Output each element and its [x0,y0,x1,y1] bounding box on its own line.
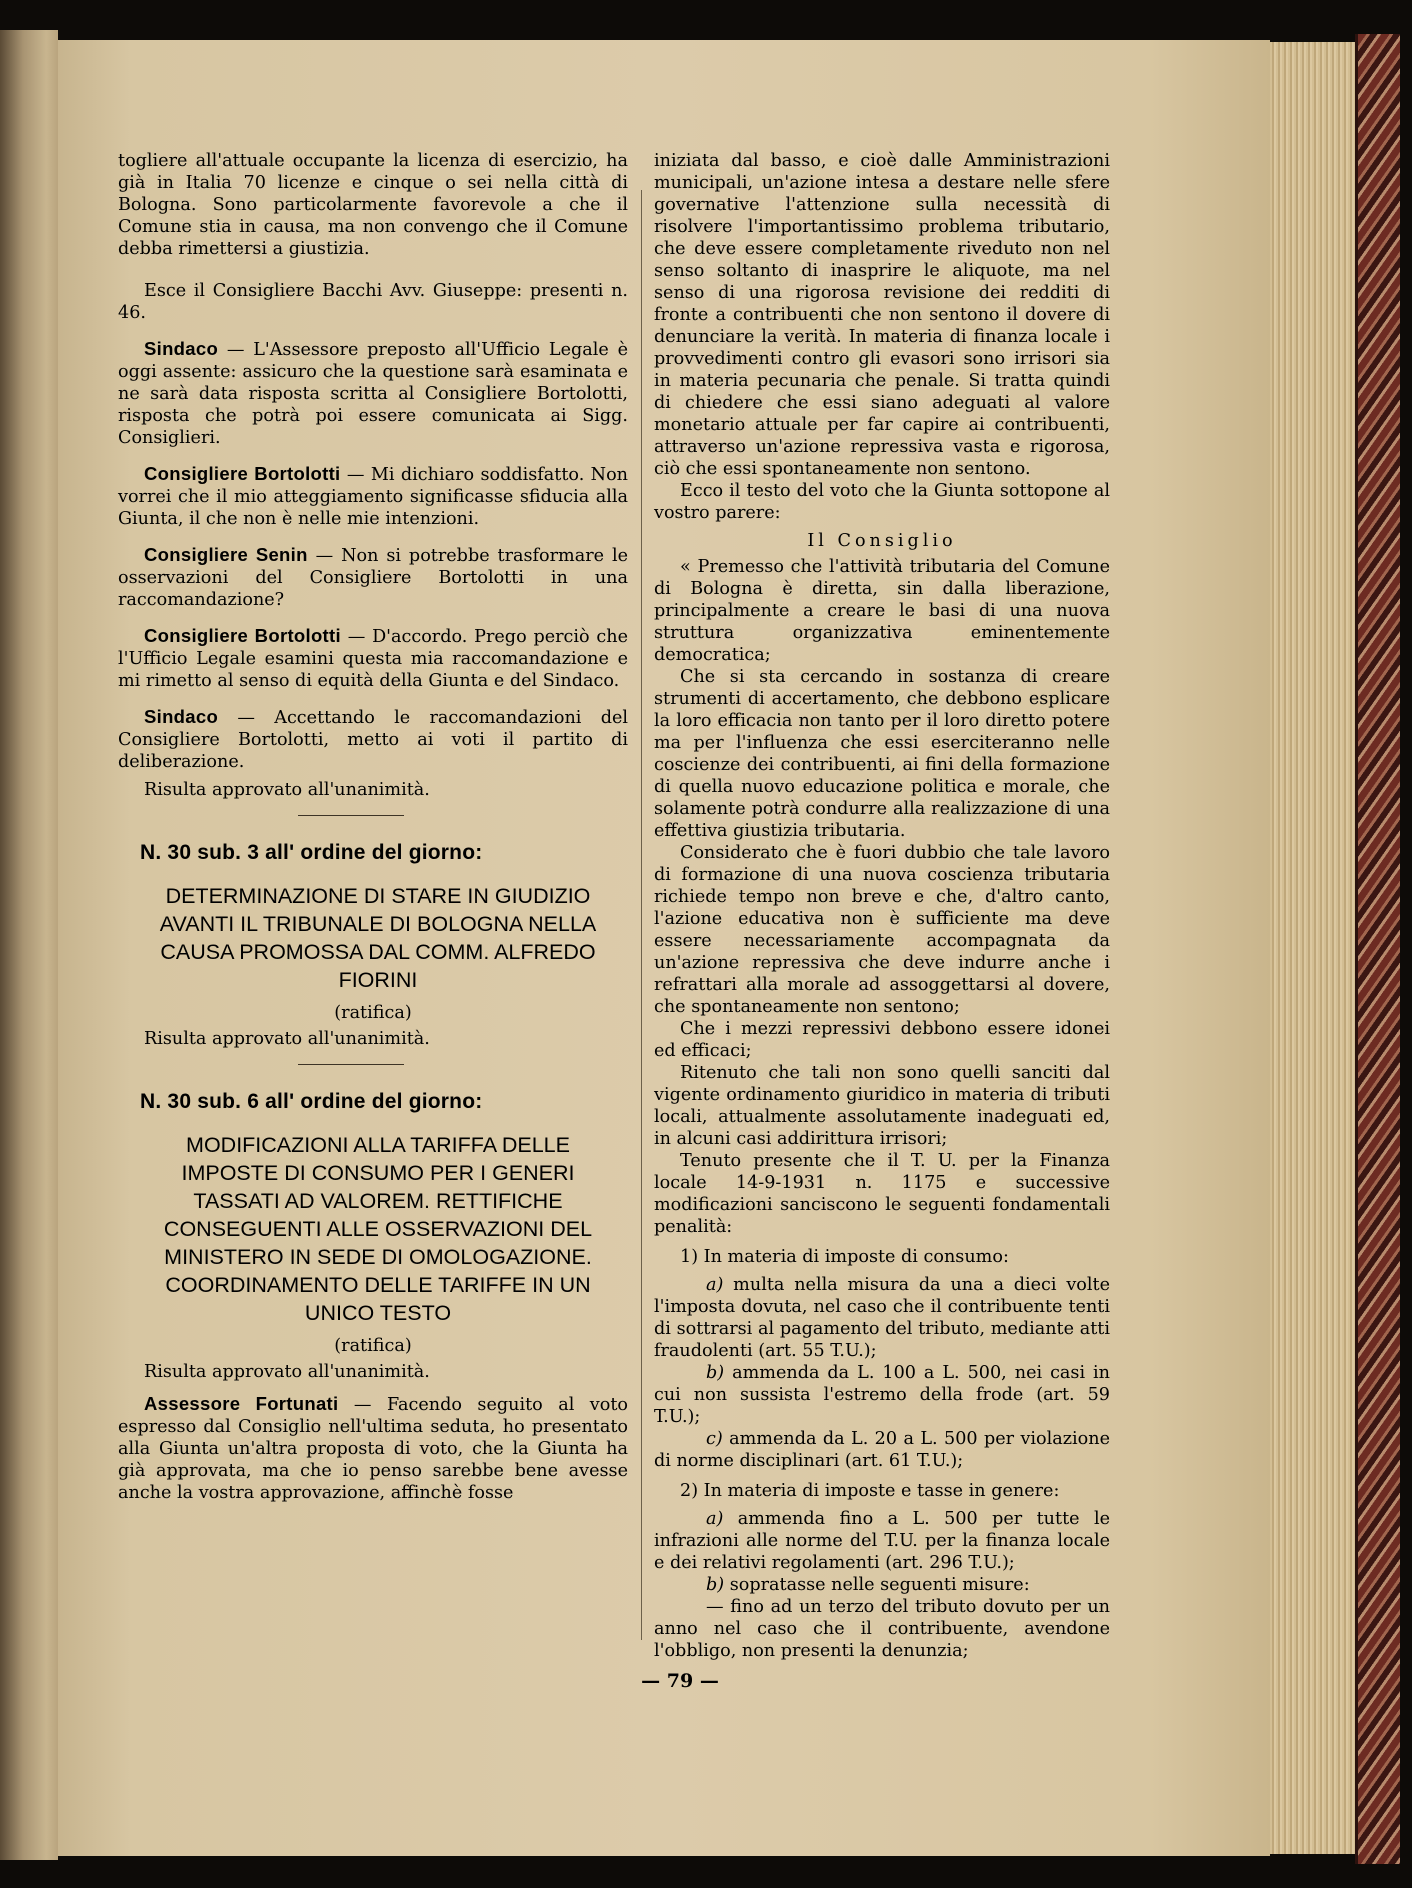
section-title: DETERMINAZIONE DI STARE IN GIUDIZIO AVANTI IL TRIBUNALE DI BOLOGNA NELLA CAUSA PROMOSSA DAL COMM. ALFREDO FIORINI [159,884,597,992]
speaker-name: Consigliere Bortolotti [144,625,341,646]
section-rule [298,1064,404,1065]
paragraph [118,463,628,530]
list-item: b) sopratasse nelle seguenti misure: [706,1575,1030,1595]
paragraph [118,1393,628,1504]
left-page-edge [0,30,58,1860]
speaker-name: Assessore Fortunati [144,1393,339,1414]
list-letter: c) [706,1429,723,1449]
right-column [654,150,1110,1662]
list-letter: b) [706,1575,725,1595]
result-text: Risulta approvato all'unanimità. [144,1362,430,1382]
paragraph: Esce il Consigliere Bacchi Avv. Giuseppe: presenti n. 46. [118,281,628,323]
section-heading: N. 30 sub. 3 all' ordine del giorno: [140,841,483,864]
paragraph [118,544,628,611]
council-heading: Il Consiglio [807,531,957,551]
result-text: Risulta approvato all'unanimità. [144,780,430,800]
column-divider [641,190,642,1640]
section-title: MODIFICAZIONI ALLA TARIFFA DELLE IMPOSTE DI CONSUMO PER I GENERI TASSATI AD VALOREM. RETTIFICHE CONSEGUENTI ALLE OSSERVAZIONI DEL MINISTERO IN SEDE DI OMOLOGAZIONE. COORDINAMENTO DELLE TARIFFE IN UN UNICO TESTO [163,1133,593,1325]
section-heading: N. 30 sub. 6 all' ordine del giorno: [140,1090,483,1113]
marbled-cover-edge [1355,34,1400,1864]
paragraph: Ecco il testo del voto che la Giunta sottopone al vostro parere: [654,481,1110,523]
list-heading: 1) In materia di imposte di consumo: [680,1247,1009,1267]
paragraph: Che si sta cercando in sostanza di creare strumenti di accertamento, che debbono esplicare la loro efficacia non tanto per il loro diretto potere ma per l'influenza che essi eserciteranno nelle coscienze dei contribuenti, ai fini della formazione di quella nuovo educazione politica e morale, che solamente potrà condurre alla realizzazione di una effettiva giustizia tributaria. [654,667,1110,841]
speech-text: — L'Assessore preposto all'Ufficio Legale è oggi assente: assicuro che la questione sarà esaminata e ne sarà data risposta scritta al Consigliere Bortolotti, risposta che potrà poi essere comunicata ai Sigg. Consiglieri. [118,340,628,448]
speech-text: — Non si potrebbe trasformare le osservazioni del Consigliere Bortolotti in una raccomandazione? [118,546,628,610]
paragraph [118,338,628,449]
page-number: — 79 — [641,1670,719,1692]
speaker-name: Sindaco [144,706,219,727]
paragraph: Considerato che è fuori dubbio che tale lavoro di formazione di una nuova coscienza tributaria richiede tempo non breve e che, d'altro canto, l'azione educativa non è sufficiente ma deve essere necessariamente accompagnata da un'azione repressiva che deve indurre anche i refrattari alla morale ad assoggettarsi al dovere, che spontaneamente non sentono; [654,843,1110,1017]
list-item: a) multa nella misura da una a dieci volte l'imposta dovuta, nel caso che il contribuente tenti di sottrarsi al pagamento del tributo, mediante atti fraudolenti (art. 55 T.U.); [654,1275,1110,1361]
list-letter: a) [706,1509,724,1529]
paragraph: togliere all'attuale occupante la licenza di esercizio, ha già in Italia 70 licenze e cinque o sei nella città di Bologna. Sono particolarmente favorevole a che il Comune stia in causa, ma non convengo che il Comune debba rimettersi a giustizia. [118,151,628,259]
ratifica-label: (ratifica) [334,1003,412,1023]
list-letter: a) [706,1275,724,1295]
list-letter: b) [706,1363,725,1383]
ratifica-label: (ratifica) [334,1336,412,1356]
result-text: Risulta approvato all'unanimità. [144,1029,430,1049]
left-column [118,150,628,1504]
speech-text: — D'accordo. Prego perciò che l'Ufficio Legale esamini questa mia raccomandazione e mi rimetto al senso di equità della Giunta e del Sindaco. [118,627,628,691]
speech-text: — Accettando le raccomandazioni del Consigliere Bortolotti, metto ai voti il partito di deliberazione. [118,708,628,772]
paragraph: Tenuto presente che il T. U. per la Finanza locale 14-9-1931 n. 1175 e successive modificazioni sanciscono le seguenti fondamentali penalità: [654,1151,1110,1237]
speech-text: — Mi dichiaro soddisfatto. Non vorrei che il mio atteggiamento significasse sfiducia alla Giunta, il che non è nelle mie intenzioni. [118,465,629,529]
paragraph [118,706,628,773]
page-stack-edge [1270,42,1355,1854]
speaker-name: Consigliere Senin [144,544,308,565]
list-item: b) ammenda da L. 100 a L. 500, nei casi in cui non sussista l'estremo della frode (art. 59 T.U.); [654,1363,1110,1427]
list-item: — fino ad un terzo del tributo dovuto per un anno nel caso che il contribuente, avendone l'obbligo, non presenti la denunzia; [654,1597,1110,1661]
list-item: a) ammenda fino a L. 500 per tutte le infrazioni alle norme del T.U. per la finanza locale e dei relativi regolamenti (art. 296 T.U.); [654,1509,1110,1573]
list-item: c) ammenda da L. 20 a L. 500 per violazione di norme disciplinari (art. 61 T.U.); [654,1429,1110,1471]
speaker-name: Sindaco [144,338,219,359]
speech-text: — Facendo seguito al voto espresso dal Consiglio nell'ultima seduta, ho presentato alla Giunta un'altra proposta di voto, che la Giunta ha già approvata, ma che io penso sarebbe bene avesse anche la vostra approvazione, affinchè fosse [118,1395,628,1503]
paragraph: Ritenuto che tali non sono quelli sanciti dal vigente ordinamento giuridico in materia di tributi locali, attualmente assolutamente inadeguati ed, in alcuni casi addirittura irrisori; [654,1063,1110,1149]
paragraph: iniziata dal basso, e cioè dalle Amministrazioni municipali, un'azione intesa a destare nelle sfere governative l'attenzione sulla necessità di risolvere l'importantissimo problema tributario, che deve essere completamente riveduto non nel senso soltanto di inasprire le aliquote, ma nel senso di una rigorosa revisione dei redditi di fronte a contribuenti che non sentono il dovere di denunciare la verità. In materia di finanza locale i provvedimenti contro gli evasori sono irrisori sia in materia pecunaria che penale. Si tratta quindi di chiedere che essi siano adeguati al valore monetario attuale per far capire ai contribuenti, attraverso un'azione repressiva vasta e rigorosa, ciò che essi spontaneamente non sentono. [654,151,1110,479]
list-heading: 2) In materia di imposte e tasse in genere: [680,1481,1060,1501]
paragraph: « Premesso che l'attività tributaria del Comune di Bologna è diretta, sin dalla liberazione, principalmente a creare le basi di una nuova struttura organizzativa eminentemente democratica; [654,557,1110,665]
section-rule [298,815,404,816]
paragraph [118,625,628,692]
paragraph: Che i mezzi repressivi debbono essere idonei ed efficaci; [654,1019,1110,1061]
speaker-name: Consigliere Bortolotti [144,463,341,484]
